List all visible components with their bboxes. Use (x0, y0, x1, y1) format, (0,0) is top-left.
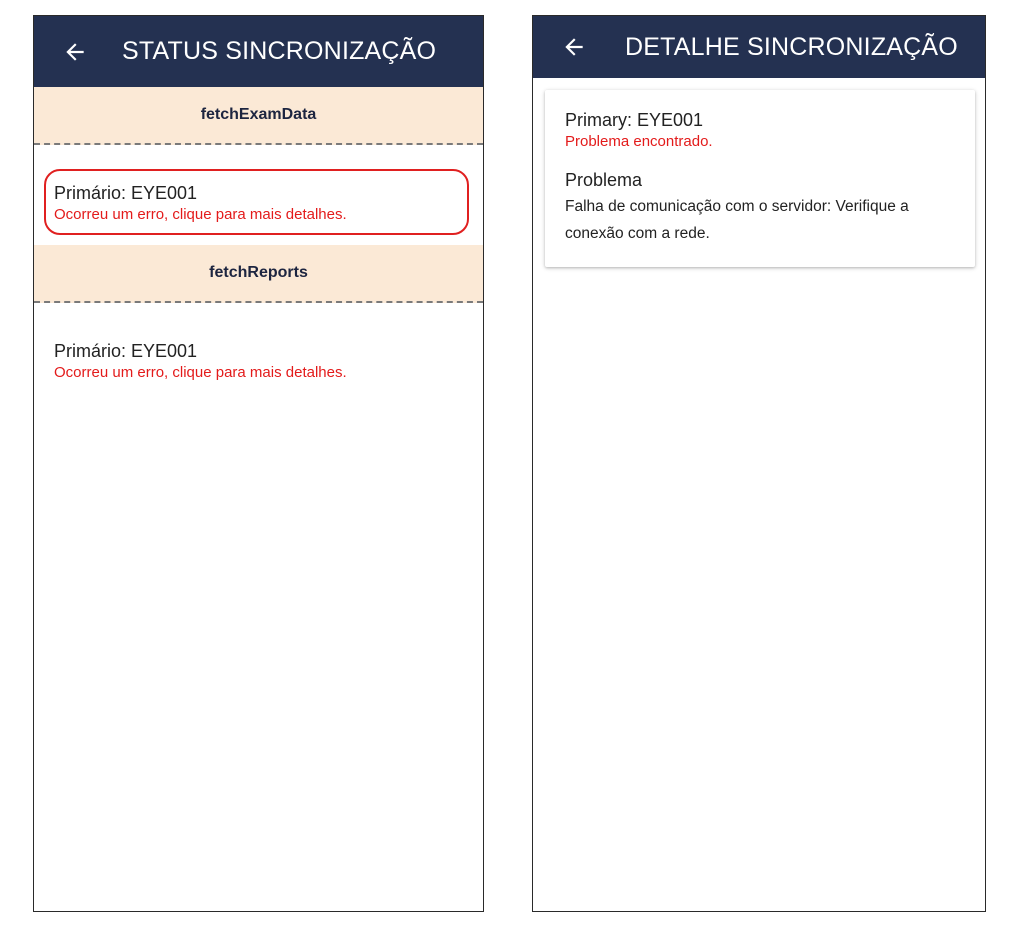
detail-title: Primary: EYE001 (565, 110, 704, 130)
sync-item-title: Primário: EYE001 (54, 341, 198, 361)
detail-status: Problema encontrado. (565, 133, 713, 150)
sync-item-error: Ocorreu um erro, clique para mais detalhes. (54, 364, 347, 381)
problem-label: Problema (565, 170, 643, 190)
arrow-left-icon[interactable] (561, 34, 587, 60)
section-header-fetch-exam-data: fetchExamData (34, 87, 483, 145)
page-title: STATUS SINCRONIZAÇÃO (122, 37, 437, 65)
app-bar (533, 16, 985, 78)
sync-item-title: Primário: EYE001 (54, 183, 198, 203)
detail-card (545, 90, 975, 267)
sync-item-fetch-exam-data[interactable] (44, 169, 469, 235)
app-bar (34, 16, 483, 87)
sync-item-fetch-reports[interactable] (50, 327, 467, 393)
status-sync-screen (33, 15, 484, 912)
sync-item-error: Ocorreu um erro, clique para mais detalhes. (54, 206, 347, 223)
section-header-fetch-reports: fetchReports (34, 245, 483, 303)
page-title: DETALHE SINCRONIZAÇÃO (625, 32, 958, 61)
arrow-left-icon[interactable] (62, 39, 88, 65)
problem-text: Falha de comunicação com o servidor: Verifique a conexão com a rede. (565, 198, 909, 242)
sync-detail-screen (532, 15, 986, 912)
